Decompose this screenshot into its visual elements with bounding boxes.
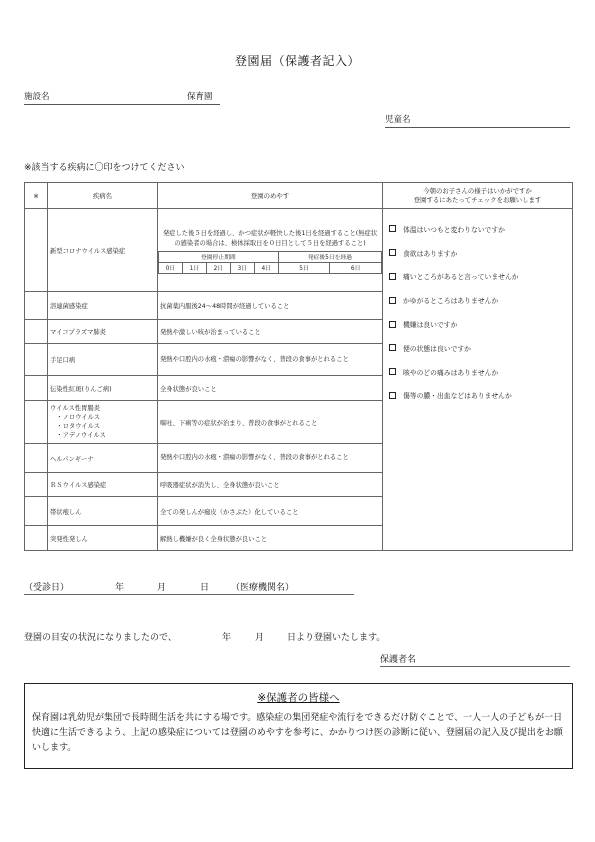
- checkbox-icon[interactable]: [389, 344, 396, 351]
- instruction-text: ※該当する疾病に〇印をつけてください: [24, 163, 185, 173]
- day-cell: 1日: [182, 262, 206, 273]
- disease-name: 手足口病: [48, 344, 158, 376]
- facility-field[interactable]: [24, 90, 220, 105]
- guide-text: 解熱し機嫌が良く全身状態が良いこと: [158, 526, 383, 551]
- visit-date-label: （受診日）: [24, 583, 70, 593]
- header-guide: 登園のめやす: [158, 183, 383, 209]
- visit-year-label: 年: [115, 583, 125, 593]
- statement-lead: 登園の目安の状況になりましたので、: [24, 633, 177, 643]
- notice-box: [24, 683, 573, 769]
- checkbox-icon[interactable]: [389, 225, 396, 232]
- disease-name: マイコプラズマ肺炎: [48, 320, 158, 344]
- disease-name: 溶連菌感染症: [48, 292, 158, 320]
- header-check: 今朝のお子さんの様子はいかがですか 登園するにあたってチェックをお願いします: [383, 183, 573, 209]
- nursery-label: 保育園: [187, 92, 213, 102]
- disease-name: ＲＳウイルス感染症: [48, 473, 158, 497]
- sub-header-right: 発症後5日を経過: [278, 251, 381, 262]
- mark-cell[interactable]: [25, 209, 48, 292]
- day-cell: 4日: [254, 262, 278, 273]
- disease-name: ヘルパンギーナ: [48, 444, 158, 473]
- notice-body: 保育園は乳幼児が集団で長時間生活を共にする場です。感染症の集団発症や流行をできるだけ防ぐことで、一人一人の子どもが一日快適に生活できるよう、上記の感染症については登園のめやすを参考に、かかりつけ医の診断に従い、登園届の記入及び提出をお願いします。: [32, 713, 563, 753]
- statement-month: 月: [255, 633, 265, 643]
- mark-cell[interactable]: [25, 497, 48, 526]
- day-cell: 0日: [159, 262, 183, 273]
- guide-text: 嘔吐、下痢等の症状が治まり、普段の食事がとれること: [158, 401, 383, 444]
- check-item[interactable]: 便の状態は良いですか: [389, 336, 572, 360]
- mark-cell[interactable]: [25, 376, 48, 401]
- checkbox-icon[interactable]: [389, 273, 396, 280]
- visit-date-field[interactable]: [24, 580, 354, 595]
- child-name-field[interactable]: [385, 113, 570, 128]
- guide-text: 呼吸器症状が消失し、全身状態が良いこと: [158, 473, 383, 497]
- check-column: [383, 209, 573, 551]
- mark-cell[interactable]: [25, 526, 48, 551]
- header-disease: 疾病名: [48, 183, 158, 209]
- check-item[interactable]: かゆがるところはありませんか: [389, 288, 572, 312]
- check-item[interactable]: 機嫌は良いですか: [389, 312, 572, 336]
- guide-text: 全ての発しんが痂皮（かさぶた）化していること: [158, 497, 383, 526]
- mark-cell[interactable]: [25, 401, 48, 444]
- day-cell: 3日: [230, 262, 254, 273]
- facility-label: 施設名: [24, 92, 50, 102]
- disease-name: 伝染性紅斑(りんご病): [48, 376, 158, 401]
- checkbox-icon[interactable]: [389, 368, 396, 375]
- checkbox-icon[interactable]: [389, 321, 396, 328]
- checkbox-icon[interactable]: [389, 249, 396, 256]
- statement-year: 年: [222, 633, 232, 643]
- child-label: 児童名: [385, 115, 411, 125]
- day-cell: 5日: [278, 262, 330, 273]
- guardian-name-field[interactable]: [380, 652, 570, 667]
- disease-name: ウイルス性胃腸炎 ・ノロウイルス ・ロタウイルス ・アデノウイルス: [48, 401, 158, 444]
- notice-title: ※保護者の皆様へ: [257, 692, 340, 704]
- page-title: 登園届（保護者記入）: [234, 54, 360, 68]
- mark-cell[interactable]: [25, 444, 48, 473]
- guardian-label: 保護者名: [380, 655, 417, 665]
- checkbox-icon[interactable]: [389, 297, 396, 304]
- guide-text: 発熱や口腔内の水疱・潰瘍の影響がなく、普段の食事がとれること: [158, 444, 383, 473]
- mark-cell[interactable]: [25, 320, 48, 344]
- return-statement: [24, 630, 424, 643]
- sub-header-left: 登園停止期間: [159, 251, 279, 262]
- covid-guide-text: 発症した後５日を経過し、かつ症状が軽快した後1日を経過すること(無症状の感染者の場合は、検体採取日を０日目として５日を経過すること): [162, 229, 378, 247]
- check-item[interactable]: 痛いところがあると言っていませんか: [389, 265, 572, 289]
- visit-month-label: 月: [157, 583, 167, 593]
- guide-text: 全身状態が良いこと: [158, 376, 383, 401]
- check-item[interactable]: 傷等の膿・出血などはありませんか: [389, 384, 572, 408]
- disease-name: 突発性発しん: [48, 526, 158, 551]
- guide-text: 発熱や口腔内の水疱・潰瘍の影響がなく、普段の食事がとれること: [158, 344, 383, 376]
- check-item[interactable]: 咳やのどの痛みはありませんか: [389, 360, 572, 384]
- disease-name: 新型コロナウイルス感染症: [48, 209, 158, 292]
- table-header-row: [25, 183, 573, 209]
- statement-tail: 日より登園いたします。: [287, 633, 386, 643]
- disease-name: 帯状疱しん: [48, 497, 158, 526]
- clinic-label: （医療機関名）: [231, 583, 295, 593]
- mark-cell[interactable]: [25, 473, 48, 497]
- day-cell: 6日: [330, 262, 382, 273]
- guide-text: 抗菌薬内服後24～48時間が経過していること: [158, 292, 383, 320]
- mark-cell[interactable]: [25, 344, 48, 376]
- covid-guide-cell: [158, 209, 383, 292]
- header-mark: ※: [25, 183, 48, 209]
- guide-text: 発熱や激しい咳が治まっていること: [158, 320, 383, 344]
- table-row: [25, 209, 573, 292]
- check-item[interactable]: 食欲はありますか: [389, 241, 572, 265]
- visit-day-label: 日: [200, 583, 210, 593]
- checkbox-icon[interactable]: [389, 392, 396, 399]
- covid-day-table: [158, 251, 382, 274]
- disease-table: [24, 182, 573, 551]
- mark-cell[interactable]: [25, 292, 48, 320]
- day-cell: 2日: [206, 262, 230, 273]
- check-item[interactable]: 体温はいつもと変わりないですか: [389, 217, 572, 241]
